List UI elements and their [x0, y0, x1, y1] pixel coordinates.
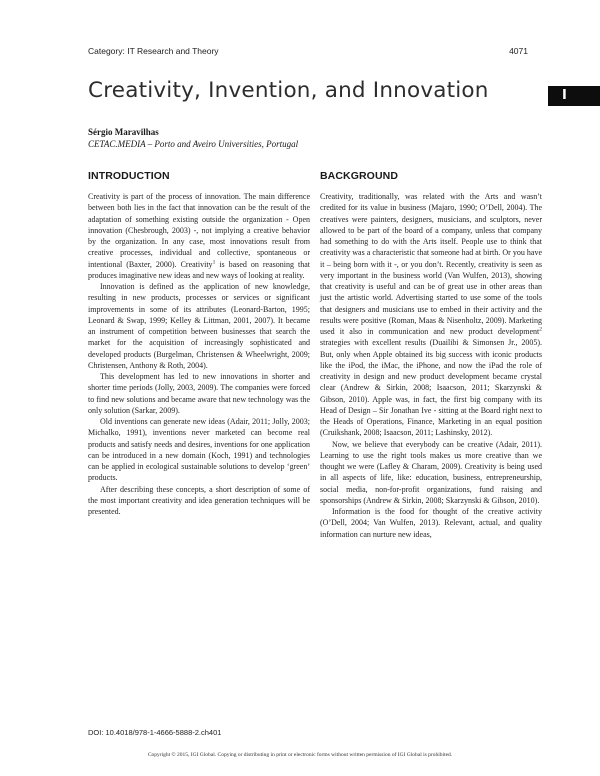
background-heading: BACKGROUND — [320, 170, 398, 182]
intro-paragraph-1 — [88, 191, 310, 281]
background-paragraph-1 — [320, 191, 542, 439]
footnote-marker-2: 2 — [539, 326, 542, 333]
page-number: 4071 — [509, 46, 528, 56]
footnote-marker-1: 1 — [212, 258, 216, 265]
intro-paragraph-4: Old inventions can generate new ideas (Adair, 2011; Jolly, 2003; Michalko, 1991), inventions never marketed can become real products and satisfy needs and desires, inventions for one application can be introduced in a new domain (Koch, 1991) and technologies can be applied in ecological sustainable solutions to develop ‘green’ products. — [88, 417, 310, 483]
running-header-category: Category: IT Research and Theory — [88, 46, 219, 56]
intro-paragraph-2: Innovation is defined as the application of new knowledge, resulting in new products, processes or services or significant improvements in some of its attributes (Leonard-Barton, 1995; Leonard & Swap, 1999; Kelley & Littman, 2001, 2007). It became an instrument of competition between businesses that search the market for the acquisition of increasingly sophisticated and developed products (Burgelman, Christensen & Wheelwright, 2009; Christensen, Anthony & Roth, 2004). — [88, 282, 310, 370]
background-paragraph-3: Information is the food for thought of the creative activity (O’Dell, 2004; Van Wulfen, 2013). Relevant, actual, and quality information can nurture new ideas, — [320, 507, 542, 539]
background-paragraph-2: Now, we believe that everybody can be creative (Adair, 2011). Learning to use the right tools makes us more creative than we thought we were (Lafley & Charam, 2009). Creativity is being used in all aspects of life, like: education, business, entrepreneurship, social media, non-for-profit organizations, fund raising and sponsorships (Andrew & Sirkin, 2008; Skarzynski & Gibson, 2010). — [320, 439, 542, 505]
introduction-heading: INTRODUCTION — [88, 170, 170, 182]
author-affiliation: CETAC.MEDIA – Porto and Aveiro Universities, Portugal — [88, 139, 299, 149]
doi-reference: DOI: 10.4018/978-1-4666-5888-2.ch401 — [88, 728, 222, 737]
intro-p1-text-cont: is based on reasoning that produces imaginative new ideas and new ways of looking at reality. — [88, 259, 310, 280]
bg-p1-text-cont: strategies with excellent results (Duailibi & Simonsen Jr., 2005). But, only when Apple obtained its big success with iconic products like the iPod, the iMac, the iPhone, and now the iPad the role of creativity in design and new product development became crystal clear (Andrew & Sirkin, 2008; Isaacson, 2011; Skarzynski & Gibson, 2010). Apple was, in fact, the first big company with its Head of Design – Sir Jonathan Ive - sitting at the Board right next to the Heads of Operations, Finance, Marketing in an equal position (Cruikshank, 2008; Isaacson, 2011; Lashinsky, 2012). — [320, 338, 542, 438]
author-name: Sérgio Maravilhas — [88, 127, 159, 137]
bg-p1-text: Creativity, traditionally, was related with the Arts and wasn’t credited for its value in business (Majaro, 1990; O’Dell, 2004). The creatives were painters, designers, musicians, and sculptors, never allowed to be part of the board of a company, unless that company had something to do with the Arts itself. People use to think that creativity was a characteristic that someone had at birth. Or you have it – being born with it -, or you don’t. Recently, creativity is seen as very important in the business world (Van Wulfen, 2013), showing that creativity is useful and can be of great use in other areas than just the artistic world. Advertising started to use some of the tools that designers and musicians use to embed in their activity and the results were positive (Roman, Maas & Nisenholtz, 2009). Marketing used it also in communication and new product development — [320, 192, 542, 336]
background-section — [320, 170, 542, 540]
article-title: Creativity, Invention, and Innovation — [88, 78, 489, 103]
section-tab: I — [548, 86, 600, 106]
intro-paragraph-5: After describing these concepts, a short description of some of the most important creativity and idea generation techniques will be presented. — [88, 484, 310, 516]
intro-paragraph-3: This development has led to new innovations in shorter and shorter time periods (Jolly, 2003, 2009). The companies were forced to find new solutions and became aware that new technology was the only solution (Sarkar, 2009). — [88, 372, 310, 415]
copyright-notice: Copyright © 2015, IGI Global. Copying or distributing in print or electronic forms without written permission of IGI Global is prohibited. — [147, 752, 453, 758]
introduction-section — [88, 170, 310, 517]
intro-p1-text: Creativity is part of the process of innovation. The main difference between both lies in the fact that innovation can be the result of the adaptation of something existing outside the organization - Open innovation (Chesbrough, 2003) -, not implying a creative behavior by the organization. In any case, most innovations result from creative processes, individual and collective, spontaneous or intentional (Baxter, 2000). Creativity — [88, 192, 310, 269]
